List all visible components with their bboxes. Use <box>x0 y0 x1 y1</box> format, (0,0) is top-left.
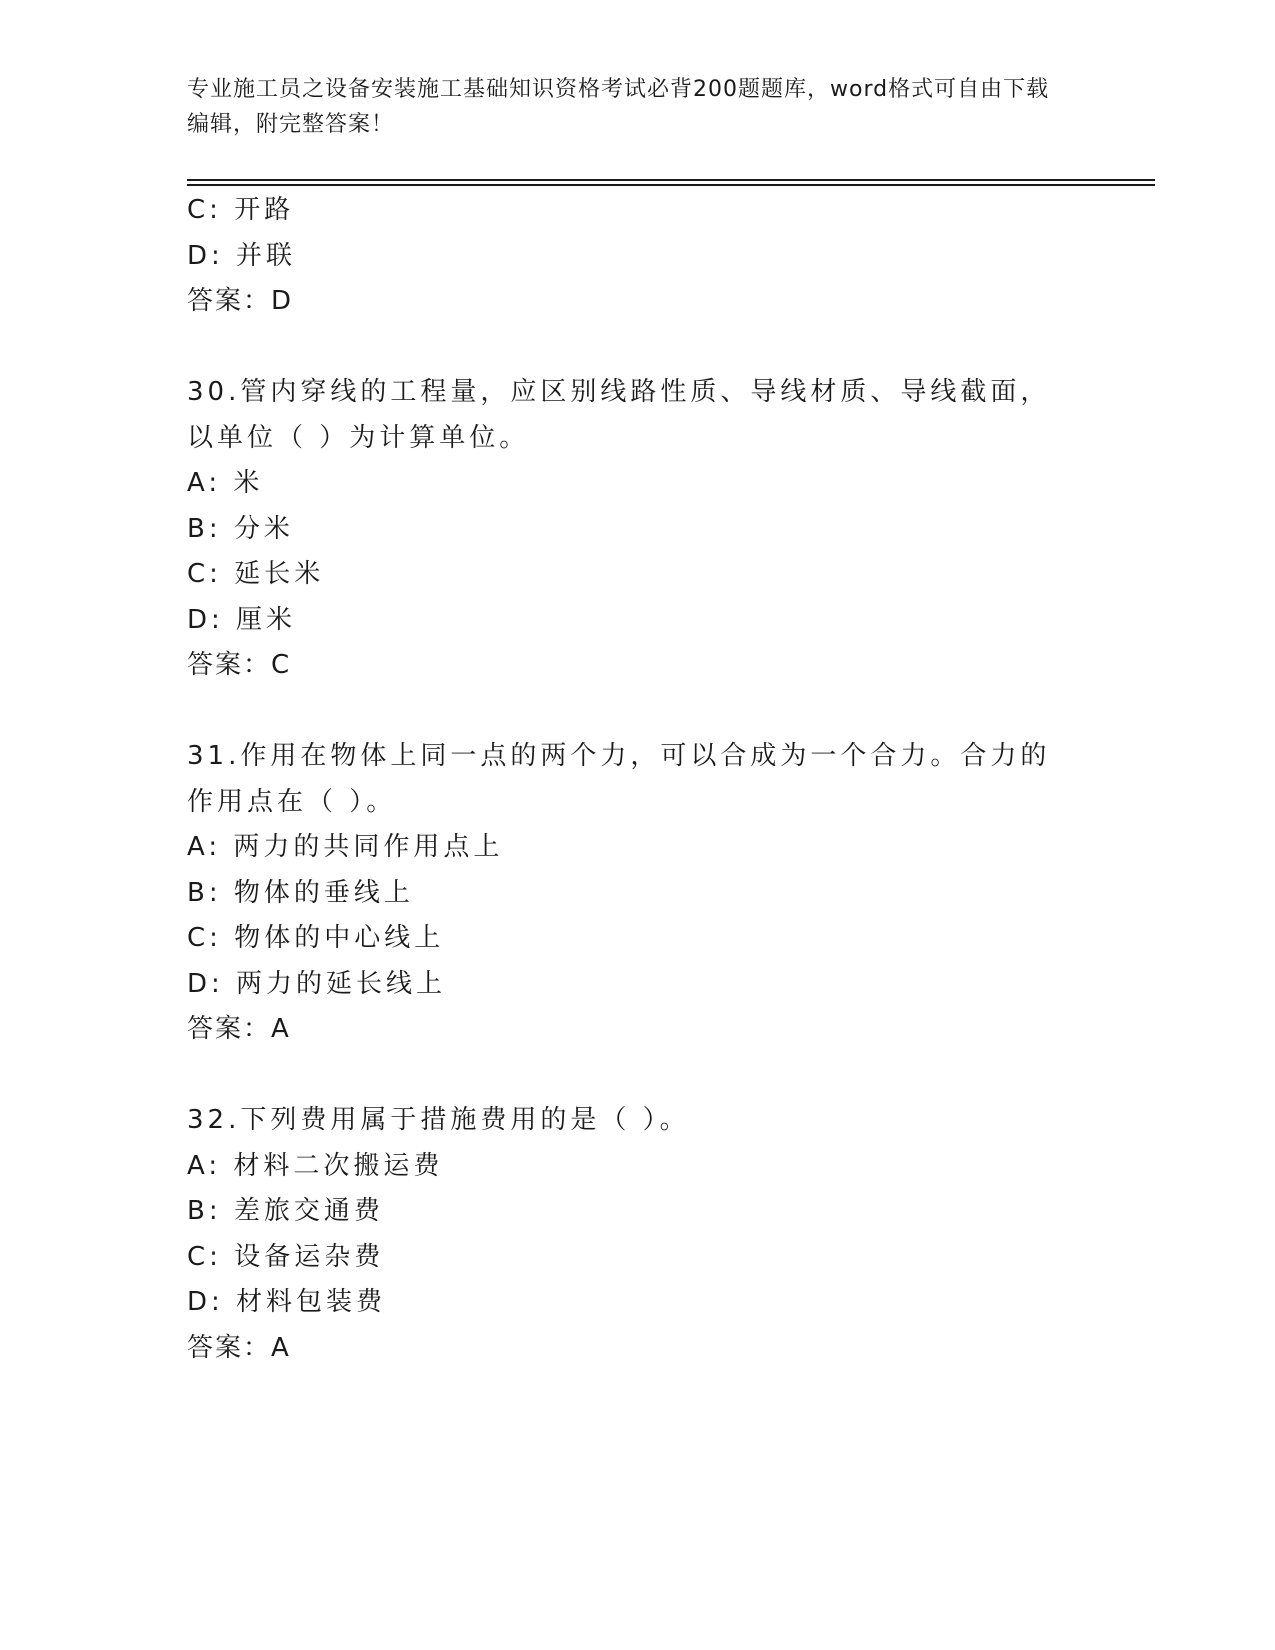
option-text: 两力的共同作用点上 <box>233 832 504 862</box>
option-text: 两力的延长线上 <box>236 968 447 999</box>
question-block-31 <box>187 734 1087 1053</box>
option-text: 延长米 <box>234 559 325 589</box>
option-text: 开路 <box>234 195 295 225</box>
question-text: 32.下列费用属于措施费用的是（ ）。 <box>187 1105 690 1135</box>
option-text: 设备运杂费 <box>234 1241 385 1272</box>
option-key: A: <box>187 1150 222 1181</box>
option-line <box>187 1189 1087 1235</box>
option-text: 分米 <box>233 513 294 544</box>
option-line <box>187 461 1087 507</box>
option-key: C: <box>187 923 222 953</box>
option-key: B: <box>187 877 222 908</box>
document-header: 专业施工员之设备安装施工基础知识资格考试必背200题题库，word格式可自由下载编辑，附完整答案！ <box>187 77 1050 137</box>
option-text: 并联 <box>236 240 297 271</box>
option-line <box>187 1235 1087 1281</box>
leading-question-tail <box>187 188 1087 325</box>
question-block-32 <box>187 1098 1087 1371</box>
spacer <box>187 1053 1087 1099</box>
option-key: B: <box>187 1196 222 1226</box>
question-block-30 <box>187 370 1087 689</box>
option-key: A: <box>187 832 222 862</box>
option-line <box>187 552 1087 598</box>
option-key: C: <box>187 559 222 589</box>
option-key: B: <box>187 513 222 544</box>
answer-line: 答案：A <box>187 1332 291 1363</box>
header-rule-bottom <box>187 184 1155 186</box>
document-body <box>187 188 1087 1371</box>
answer-line: 答案：C <box>187 650 292 680</box>
option-line <box>187 234 1087 280</box>
option-line <box>187 1144 1087 1190</box>
option-line <box>187 962 1087 1008</box>
option-line <box>187 507 1087 553</box>
option-text: 厘米 <box>236 604 297 635</box>
option-key: D: <box>187 604 224 635</box>
question-text: 30.管内穿线的工程量，应区别线路性质、导线材质、导线截面，以单位（ ）为计算单位。 <box>187 377 1051 453</box>
option-key: C: <box>187 1241 222 1272</box>
option-line <box>187 916 1087 962</box>
header-rule-top <box>187 179 1155 181</box>
option-key: D: <box>187 1287 224 1317</box>
option-text: 米 <box>233 468 264 498</box>
option-text: 物体的中心线上 <box>234 923 445 953</box>
option-key: A: <box>187 468 222 498</box>
option-text: 物体的垂线上 <box>233 877 414 908</box>
answer-line: 答案：A <box>187 1014 291 1044</box>
spacer <box>187 325 1087 371</box>
option-line <box>187 188 1087 234</box>
option-line <box>187 598 1087 644</box>
option-key: D: <box>187 968 224 999</box>
spacer <box>187 689 1087 735</box>
option-key: D: <box>187 240 224 271</box>
option-text: 材料二次搬运费 <box>233 1150 444 1181</box>
option-line <box>187 1280 1087 1326</box>
answer-line: 答案：D <box>187 286 294 316</box>
option-line <box>187 825 1087 871</box>
question-text: 31.作用在物体上同一点的两个力，可以合成为一个合力。合力的作用点在（ ）。 <box>187 741 1051 817</box>
option-text: 材料包装费 <box>236 1287 387 1317</box>
option-line <box>187 871 1087 917</box>
option-text: 差旅交通费 <box>233 1196 384 1226</box>
option-key: C: <box>187 195 222 225</box>
